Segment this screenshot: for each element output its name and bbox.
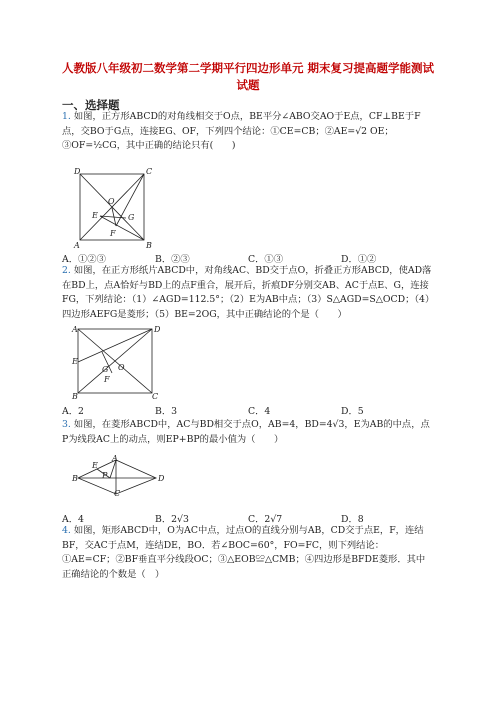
svg-text:O: O <box>108 197 115 206</box>
svg-text:G: G <box>128 213 135 222</box>
option-d[interactable]: D．①② <box>341 254 377 265</box>
svg-text:C: C <box>146 167 153 176</box>
option-c[interactable]: C．2√7 <box>248 514 283 525</box>
option-b[interactable]: B．3 <box>155 406 178 417</box>
option-c[interactable]: C．4 <box>248 406 271 417</box>
question-2-options <box>62 403 434 417</box>
question-2 <box>62 264 434 322</box>
option-d[interactable]: D．5 <box>341 406 364 417</box>
question-4-number: 4. <box>62 525 71 536</box>
svg-text:O: O <box>118 363 125 372</box>
option-a[interactable]: A．2 <box>62 406 84 417</box>
svg-text:E: E <box>92 211 98 220</box>
option-d[interactable]: D．8 <box>341 514 364 525</box>
question-4-text: 如图，矩形ABCD中，O为AC中点，过点O的直线分别与AB，CD交于点E，F，连结BF，交AC于点M，连结DE，BO．若∠BOC=60°，FO=FC，则下列结论：①AE=CF；②BF垂直平分线段OC；③△EOB≌△CMB；④四边形是BFDE菱形．其中正确结论的个数是（ ） <box>62 525 426 580</box>
question-1-options <box>62 251 434 265</box>
question-4 <box>62 524 434 582</box>
svg-text:P: P <box>102 471 108 480</box>
question-2-text: 如图，在正方形纸片ABCD中，对角线AC、BD交于点O，折叠正方形ABCD，使AD落在BD上，点A恰好与BD上的点F重合，展开后，折痕DF分别交AB、AC于点E、G，连接FG，下列结论：（1）∠AGD=112.5°；（2）E为AB中点；（3）S△AGD=S△OCD；（4）四边形AEFG是菱形；（5）BE=2OG，其中正确结论的个是（ ） <box>62 265 432 320</box>
question-2-number: 2. <box>62 265 71 276</box>
option-b[interactable]: B．2√3 <box>155 514 189 525</box>
option-a[interactable]: A．4 <box>62 514 84 525</box>
svg-text:A: A <box>74 241 80 250</box>
question-3 <box>62 418 434 447</box>
svg-text:D: D <box>158 474 165 483</box>
figure-q3-rhombus <box>72 454 165 498</box>
question-3-number: 3. <box>62 419 71 430</box>
question-1 <box>62 110 434 154</box>
svg-text:F: F <box>110 229 116 238</box>
option-b[interactable]: B．②③ <box>155 254 190 265</box>
svg-text:B: B <box>72 474 78 483</box>
svg-text:A: A <box>72 325 78 334</box>
svg-text:D: D <box>74 167 81 176</box>
question-1-text: 如图，正方形ABCD的对角线相交于O点，BE平分∠ABO交AO于E点，CF⊥BE于F点，交BO于G点，连接EG、OF，下列四个结论：①CE=CB；②AE=√2 OE；③OF=½CG，其中正确的结论只有( ) <box>62 111 421 151</box>
svg-text:C: C <box>152 392 159 401</box>
svg-text:G: G <box>102 365 109 374</box>
option-c[interactable]: C．①③ <box>248 254 284 265</box>
svg-text:E: E <box>72 357 78 366</box>
question-1-number: 1. <box>62 111 71 122</box>
svg-text:A: A <box>112 454 118 463</box>
svg-text:D: D <box>154 325 161 334</box>
question-3-text: 如图，在菱形ABCD中，AC与BD相交于点O，AB=4，BD=4√3，E为AB的中点，点P为线段AC上的动点，则EP+BP的最小值为（ ） <box>62 419 430 445</box>
figure-q2-square <box>72 324 160 400</box>
page-title: 人教版八年级初二数学第二学期平行四边形单元 期末复习提高题学能测试试题 <box>62 61 434 92</box>
section-heading: 一、选择题 <box>62 98 120 112</box>
figure-q1-square <box>74 166 154 250</box>
svg-text:C: C <box>114 489 121 498</box>
svg-text:B: B <box>72 392 78 401</box>
question-3-options <box>62 511 434 525</box>
svg-text:F: F <box>104 375 110 384</box>
svg-text:E: E <box>92 461 98 470</box>
svg-text:B: B <box>146 241 152 250</box>
option-a[interactable]: A．①②③ <box>62 254 106 265</box>
